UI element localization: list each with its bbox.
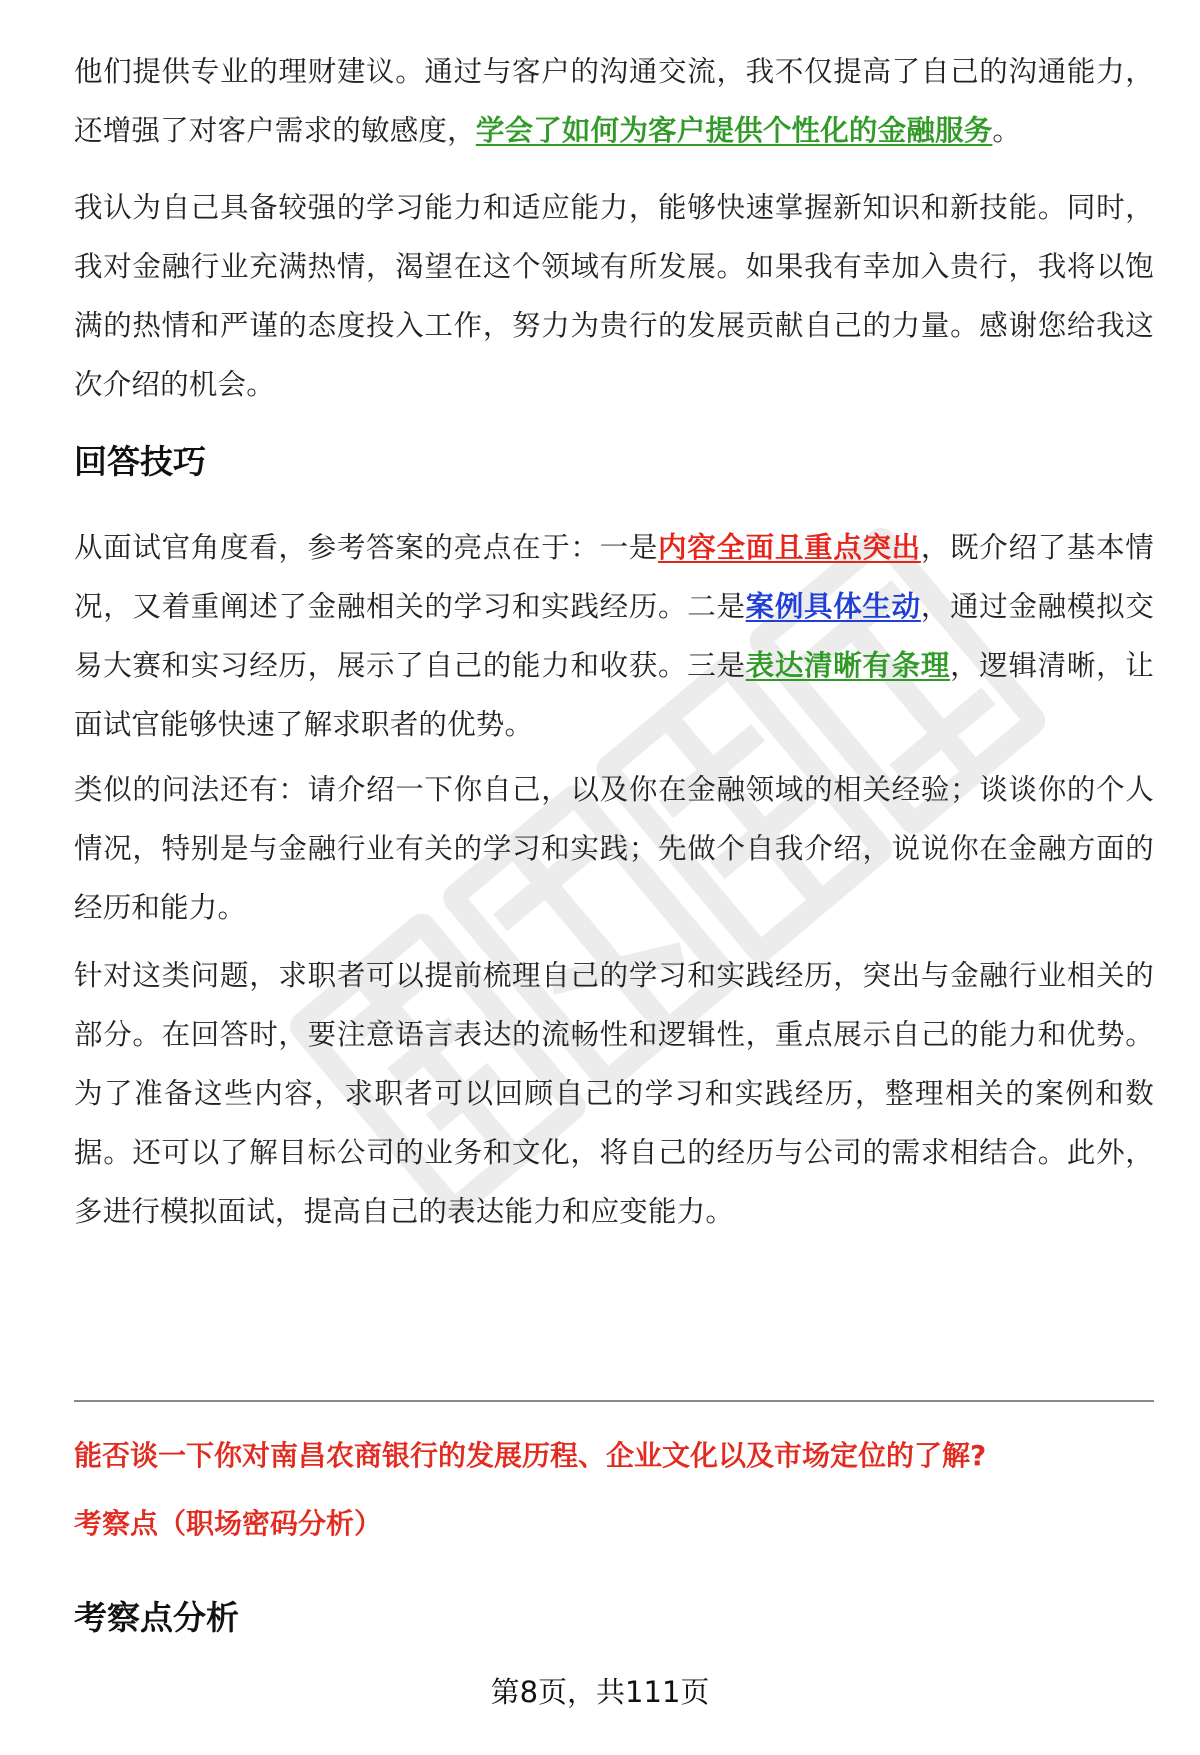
section-divider [74, 1400, 1154, 1402]
heading-answer-tips: 回答技巧 [74, 442, 206, 481]
paragraph-1 [74, 42, 1154, 160]
paragraph-3 [74, 518, 1154, 754]
heading-exam-point-analysis: 考察点分析 [74, 1598, 239, 1637]
highlight-clear-expression: 表达清晰有条理 [745, 649, 951, 682]
page-footer: 第8页，共111页 [490, 1675, 710, 1709]
paragraph-1-text-b: 。 [992, 114, 1022, 147]
paragraph-3-text-c: ，通过金融模拟交易大赛和实习经历，展示了自己的能力和收获。三是 [74, 590, 1154, 682]
exam-point-label: 考察点（职场密码分析） [74, 1507, 383, 1540]
paragraph-3-text-b: ，既介绍了基本情况，又着重阐述了金融相关的学习和实践经历。二是 [74, 531, 1154, 623]
paragraph-2: 我认为自己具备较强的学习能力和适应能力，能够快速掌握新知识和新技能。同时，我对金融行业充满热情，渴望在这个领域有所发展。如果我有幸加入贵行，我将以饱满的热情和严谨的态度投入工作，努力为贵行的发展贡献自己的力量。感谢您给我这次介绍的机会。 [74, 191, 1154, 401]
watermark-text: 职场密码 [210, 430, 214, 431]
paragraph-3-text-d: ，逻辑清晰，让面试官能够快速了解求职者的优势。 [74, 649, 1154, 741]
highlight-personalized-service: 学会了如何为客户提供个性化的金融服务 [475, 114, 993, 147]
paragraph-3-text-a: 从面试官角度看，参考答案的亮点在于：一是 [74, 531, 659, 564]
highlight-comprehensive: 内容全面且重点突出 [658, 531, 921, 564]
paragraph-4: 类似的问法还有：请介绍一下你自己，以及你在金融领域的相关经验；谈谈你的个人情况，特别是与金融行业有关的学习和实践；先做个自我介绍，说说你在金融方面的经历和能力。 [74, 773, 1154, 924]
interview-question: 能否谈一下你对南昌农商银行的发展历程、企业文化以及市场定位的了解? [74, 1439, 987, 1472]
paragraph-1-text-a: 他们提供专业的理财建议。通过与客户的沟通交流，我不仅提高了自己的沟通能力，还增强了对客户需求的敏感度， [74, 55, 1154, 147]
highlight-vivid-cases: 案例具体生动 [745, 590, 921, 623]
paragraph-5: 针对这类问题，求职者可以提前梳理自己的学习和实践经历，突出与金融行业相关的部分。在回答时，要注意语言表达的流畅性和逻辑性，重点展示自己的能力和优势。为了准备这些内容，求职者可以回顾自己的学习和实践经历，整理相关的案例和数据。还可以了解目标公司的业务和文化，将自己的经历与公司的需求相结合。此外，多进行模拟面试，提高自己的表达能力和应变能力。 [74, 959, 1154, 1228]
